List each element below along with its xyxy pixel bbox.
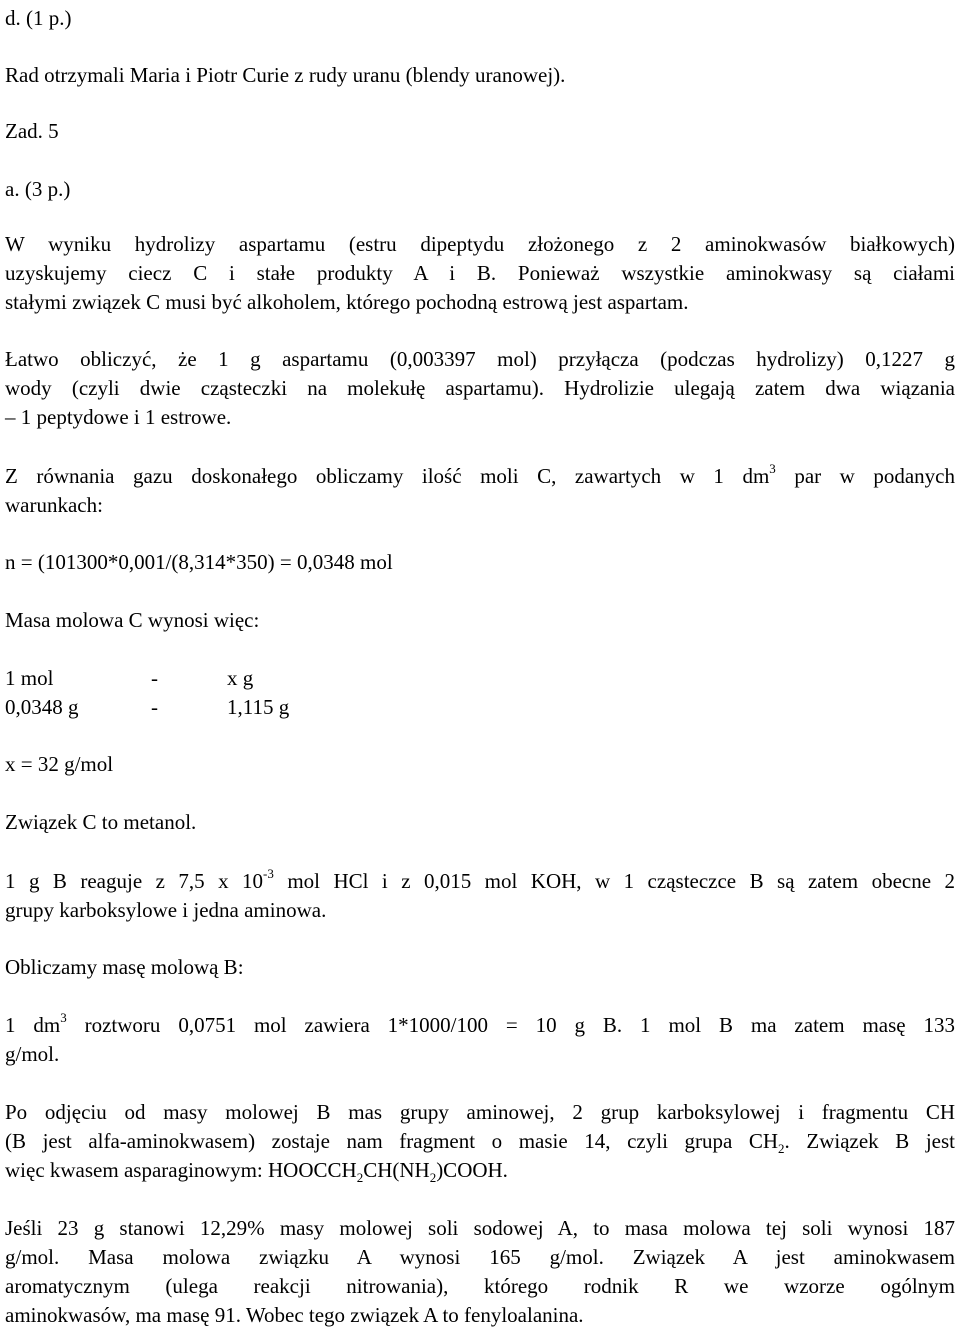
paragraph-water-line-1: Łatwo obliczyć, że 1 g aspartamu (0,003397 mol) przyłącza (podczas hydrolizy) 0,1227 g: [5, 347, 955, 371]
section-heading-d: d. (1 p.): [5, 6, 72, 30]
paragraph-phenylalanine-line-3: aromatycznym (ulega reakcji nitrowania), którego rodnik R we wzorze ogólnym: [5, 1274, 955, 1298]
proportion-r2-c2: -: [151, 695, 158, 719]
paragraph-phenylalanine-line-2: g/mol. Masa molowa związku A wynosi 165 g/mol. Związek A jest aminokwasem: [5, 1245, 955, 1269]
section-heading-a: a. (3 p.): [5, 177, 71, 201]
paragraph-aspartic-line-2: (B jest alfa-aminokwasem) zostaje nam fragment o masie 14, czyli grupa $CH_2$. Związek B jest: [5, 1129, 955, 1157]
paragraph-aspartic-line-1: Po odjęciu od masy molowej B mas grupy aminowej, 2 grup karboksylowej i fragmentu CH: [5, 1100, 955, 1124]
equation-n: n = (101300*0,001/(8,314*350) = 0,0348 mol: [5, 550, 393, 574]
x-result: x = 32 g/mol: [5, 752, 114, 776]
paragraph-aspartic-line-3: więc kwasem asparaginowym: $HOOCCH_2CH(NH_2)COOH$.: [5, 1158, 508, 1186]
proportion-r2-c3: 1,115 g: [227, 695, 290, 719]
paragraph-hydrolysis-line-3: stałymi związek C musi być alkoholem, którego pochodną estrową jest aspartam.: [5, 290, 689, 314]
paragraph-water-line-3: – 1 peptydowe i 1 estrowe.: [5, 405, 232, 429]
paragraph-gas-line-1: Z równania gazu doskonałego obliczamy ilość moli C, zawartych w 1 $dm^3$ par w podanych: [5, 461, 955, 488]
compound-c-conclusion: Związek C to metanol.: [5, 810, 197, 834]
paragraph-hydrolysis-line-1: W wyniku hydrolizy aspartamu (estru dipeptydu złożonego z 2 aminokwasów białkowych): [5, 232, 955, 256]
proportion-r2-c1: 0,0348 g: [5, 695, 79, 719]
paragraph-solution-line-1: 1 $dm^3$ roztworu 0,0751 mol zawiera 1*1000/100 = 10 g B. 1 mol B ma zatem masę 133: [5, 1010, 955, 1037]
paragraph-phenylalanine-line-4: aminokwasów, ma masę 91. Wobec tego związek A to fenyloalanina.: [5, 1303, 584, 1327]
paragraph-phenylalanine-line-1: Jeśli 23 g stanowi 12,29% masy molowej soli sodowej A, to masa molowa tej soli wynosi 187: [5, 1216, 955, 1240]
molar-mass-b-heading: Obliczamy masę molową B:: [5, 955, 244, 979]
proportion-r1-c2: -: [151, 666, 158, 690]
paragraph-titration-line-1: 1 g B reaguje z 7,5 x $10^{-3}$ mol HCl i z 0,015 mol KOH, w 1 cząsteczce B są zatem obecne 2: [5, 866, 955, 893]
task-heading-zad5: Zad. 5: [5, 119, 59, 143]
paragraph-solution-line-2: g/mol.: [5, 1042, 60, 1066]
molar-mass-heading: Masa molowa C wynosi więc:: [5, 608, 260, 632]
answer-d-text: Rad otrzymali Maria i Piotr Curie z rudy uranu (blendy uranowej).: [5, 63, 566, 87]
paragraph-gas-line-2: warunkach:: [5, 493, 103, 517]
proportion-r1-c1: 1 mol: [5, 666, 54, 690]
paragraph-titration-line-2: grupy karboksylowe i jedna aminowa.: [5, 898, 327, 922]
paragraph-hydrolysis-line-2: uzyskujemy ciecz C i stałe produkty A i B. Ponieważ wszystkie aminokwasy są ciałami: [5, 261, 955, 285]
paragraph-water-line-2: wody (czyli dwie cząsteczki na molekułę aspartamu). Hydrolizie ulegają zatem dwa wiązania: [5, 376, 955, 400]
proportion-r1-c3: x g: [227, 666, 254, 690]
